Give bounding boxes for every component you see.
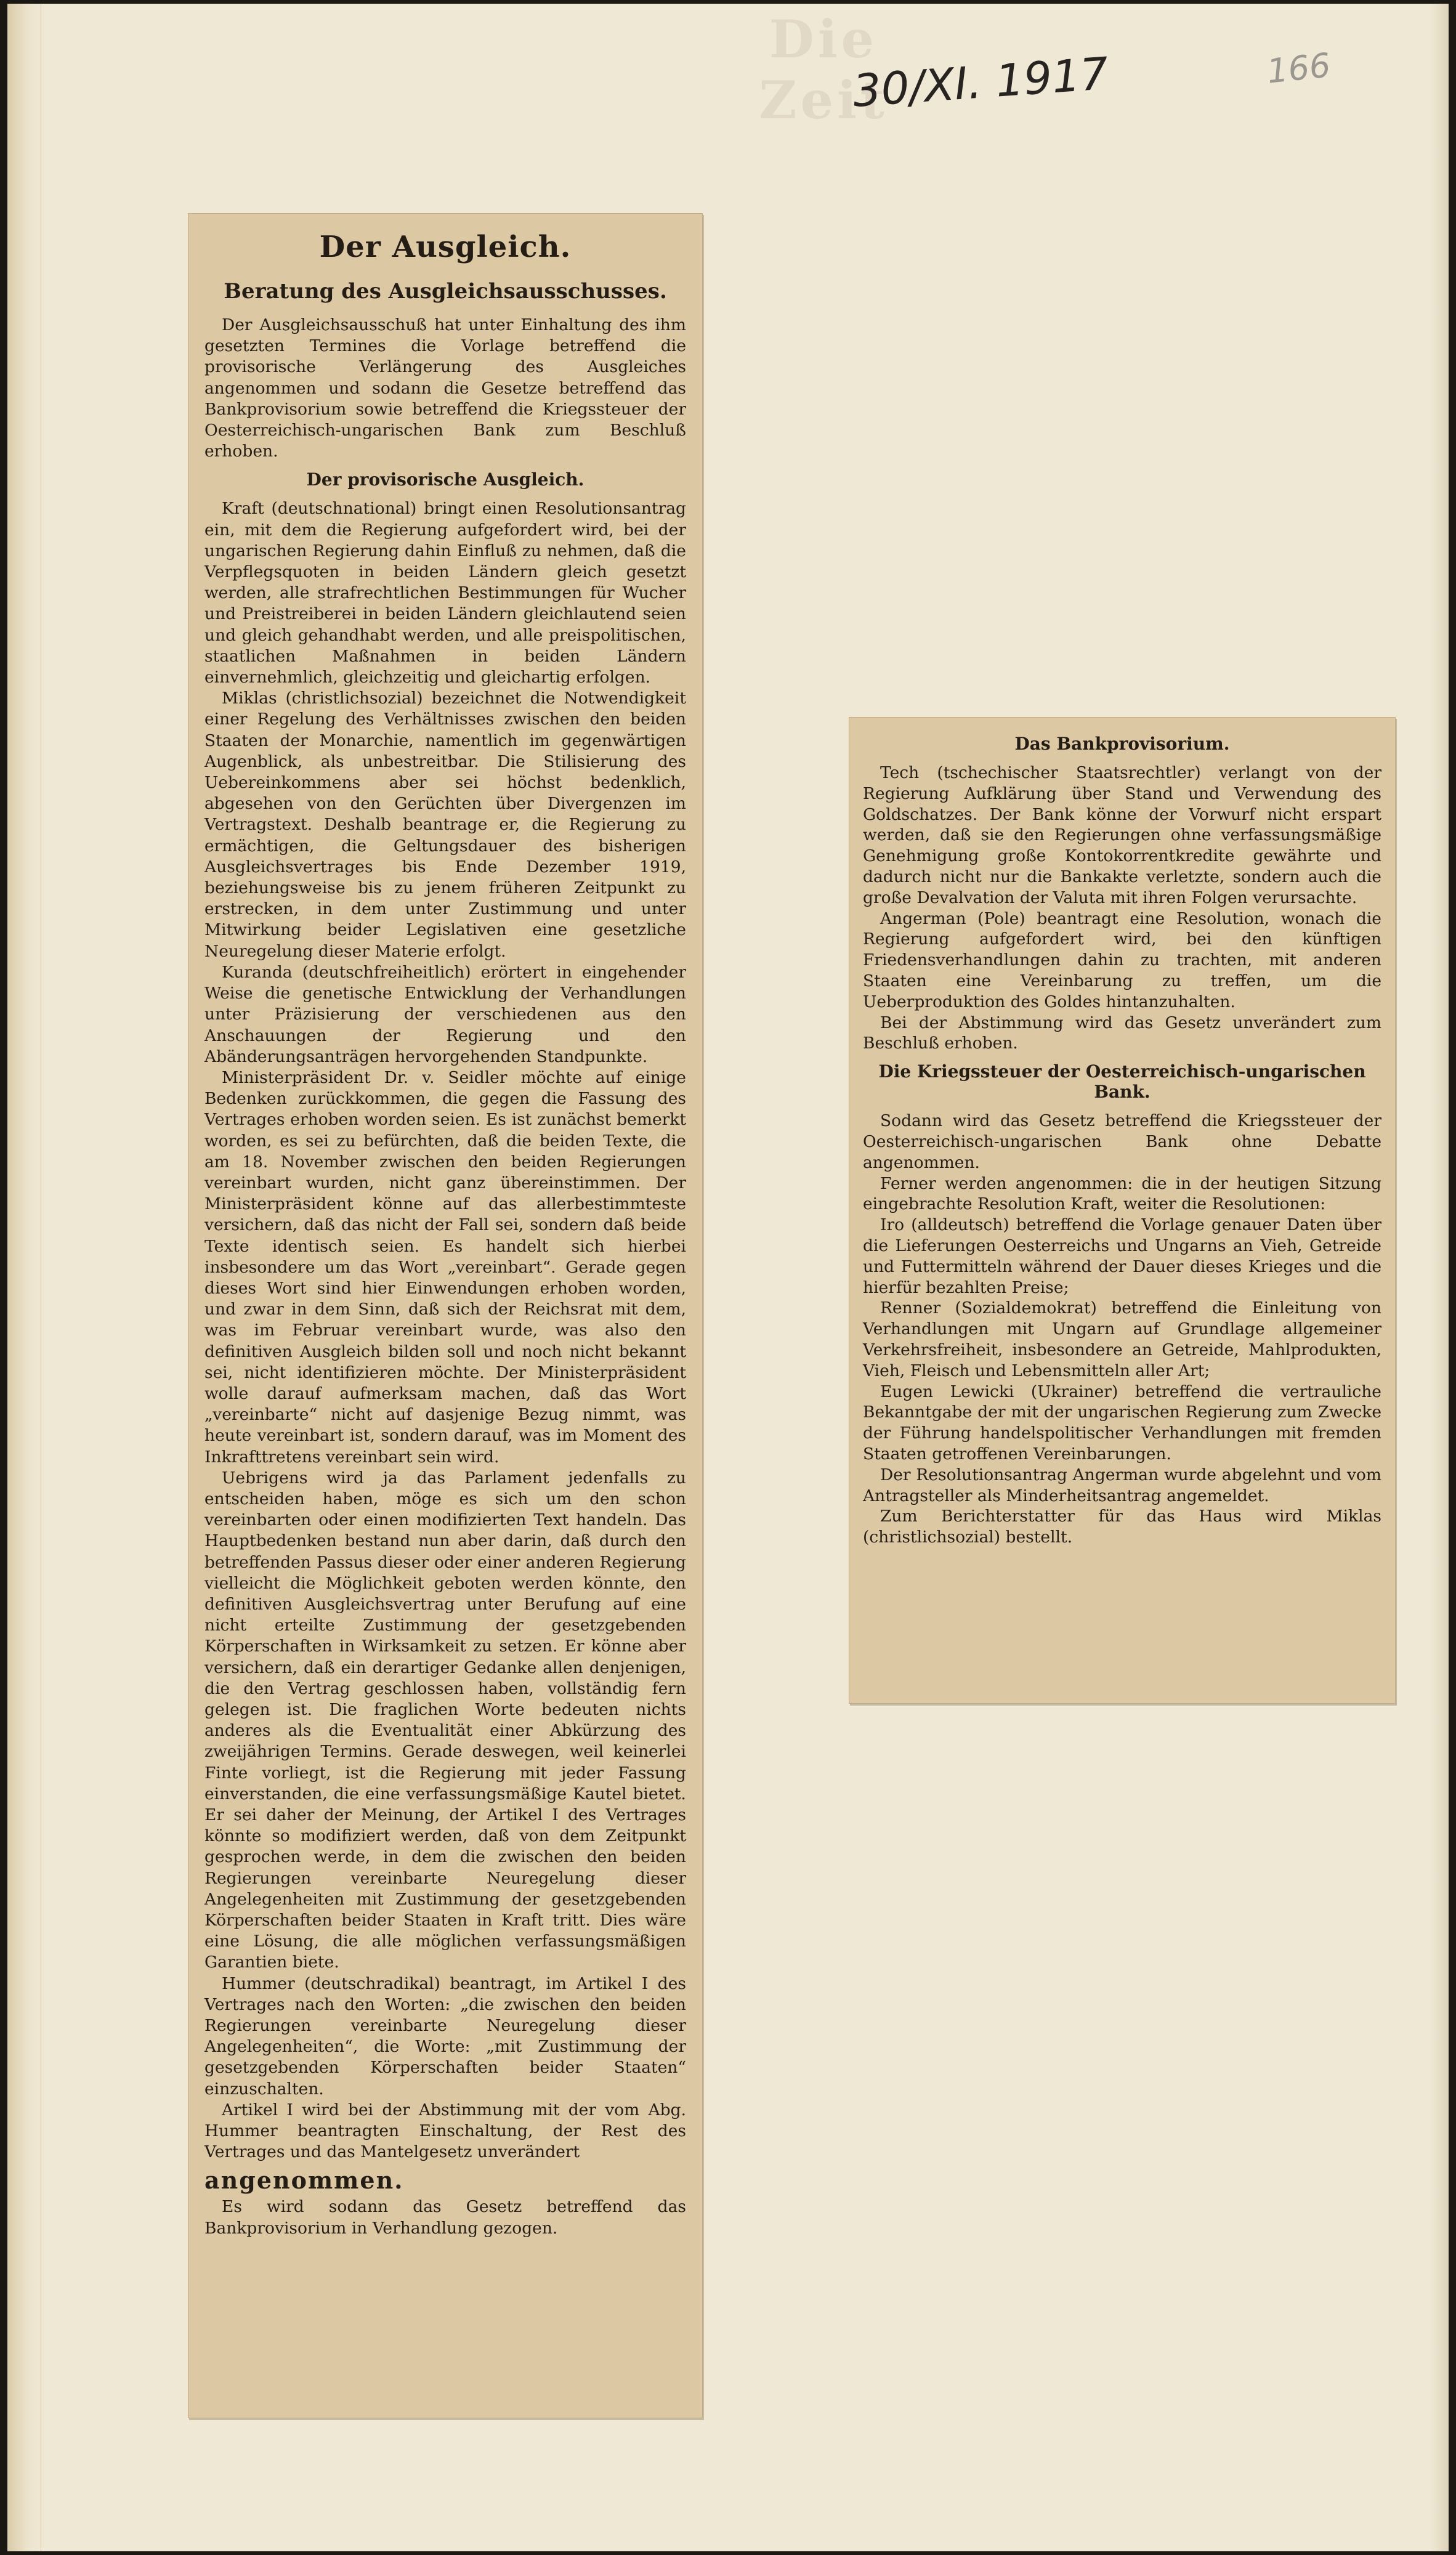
paragraph: Kuranda (deutschfreiheitlich) erörtert in eingehender Weise die genetische Entwicklung der Verhandlungen unter Präzisierung der verschiedenen aus den Anschauungen der Regierung und den Abänderungsanträgen hervorgehenden Standpunkte. — [204, 962, 686, 1066]
accepted-word: angenommen. — [204, 2166, 404, 2195]
section-title-bank: Das Bankprovisorium. — [1014, 734, 1230, 754]
newspaper-name-stamp: Die Zeit — [759, 9, 888, 131]
sheet-fold-edge — [7, 4, 41, 2551]
paragraph: Ministerpräsident Dr. v. Seidler möchte auf einige Bedenken zurückkommen, die gegen die Fassung des Vertrages erhoben worden seien. Es ist zunächst bemerkt worden, es sei zu befürchten, daß die beiden Texte, die am 18. November zwischen den beiden Regierungen vereinbart wurden, nicht ganz übereinstimmen. Der Ministerpräsident könne auf das allerbestimmteste versichern, daß das nicht der Fall sei, sondern daß beide Texte identisch seien. Es handelt sich hierbei insbesondere um das Wort „vereinbart“. Gerade gegen dieses Wort sind hier Einwendungen erhoben worden, und zwar in dem Sinn, daß sich der Reichsrat mit dem, was im Februar vereinbart wurde, was also den definitiven Ausgleich bilden soll und noch nicht bekannt sei, nicht identifizieren möchte. Der Ministerpräsident wolle darauf aufmerksam machen, daß das Wort „vereinbarte“ nicht auf dasjenige Bezug nimmt, was heute vereinbart ist, sondern darauf, was im Moment des Inkrafttretens vereinbart sein wird. — [204, 1067, 686, 1467]
paragraph: Zum Berichterstatter für das Haus wird Miklas (christlichsozial) bestellt. — [863, 1507, 1381, 1547]
paragraph: Eugen Lewicki (Ukrainer) betreffend die vertrauliche Bekanntgabe der mit der ungarischen Regierung zum Zwecke der Führung handelspolitischer Verhandlungen mit fremden Staaten getroffenen Vereinbarungen. — [863, 1382, 1381, 1464]
section-title-war-tax: Die Kriegssteuer der Oesterreichisch-ungarischen Bank. — [878, 1061, 1366, 1103]
paragraph: Tech (tschechischer Staatsrechtler) verlangt von der Regierung Aufklärung über Stand und Verwendung des Goldschatzes. Der Bank könne der Vorwurf nicht erspart werden, daß sie den Regierungen ohne verfassungsmäßige Genehmigung große Kontokorrentkredite gewährte und dadurch nicht nur die Bankakte verletzte, sondern auch die große Devalvation der Valuta mit ihren Folgen verursachte. — [863, 763, 1381, 907]
paragraph: Artikel I wird bei der Abstimmung mit der vom Abg. Hummer beantragten Einschaltung, der Rest des Vertrages und das Mantelgesetz unverändert — [204, 2100, 686, 2162]
paragraph: Renner (Sozialdemokrat) betreffend die Einleitung von Verhandlungen mit Ungarn auf Grundlage allgemeiner Verkehrsfreiheit, insbesondere an Getreide, Mahlprodukten, Vieh, Fleisch und Lebensmitteln aller Art; — [863, 1298, 1381, 1380]
section-title-provisional: Der provisorische Ausgleich. — [306, 469, 584, 490]
clipping-left — [188, 213, 703, 2418]
paragraph: Bei der Abstimmung wird das Gesetz unverändert zum Beschluß erhoben. — [863, 1013, 1381, 1053]
paragraph: Miklas (christlichsozial) bezeichnet die Notwendigkeit einer Regelung des Verhältnisses zwischen den beiden Staaten der Monarchie, namentlich im gegenwärtigen Augenblick, als unbestreitbar. Die Stilisierung des Uebereinkommens aber sei höchst bedenklich, abgesehen von den Gerüchten über Divergenzen im Vertragstext. Deshalb beantrage er, die Regierung zu ermächtigen, die Geltungsdauer des bisherigen Ausgleichsvertrages bis Ende Dezember 1919, beziehungsweise bis zu jenem früheren Zeitpunkt zu erstrecken, in dem unter Zustimmung und unter Mitwirkung beider Legislativen eine gesetzliche Neuregelung dieser Materie erfolgt. — [204, 689, 686, 961]
handwritten-date: 30/XI. 1917 — [851, 47, 1110, 117]
clipping-right — [849, 717, 1396, 1704]
paragraph: Angerman (Pole) beantragt eine Resolution, wonach die Regierung aufgefordert wird, bei den künftigen Friedensverhandlungen dahin zu trachten, mit anderen Staaten eine Vereinbarung zu treffen, um die Ueberproduktion des Goldes hintanzuhalten. — [863, 909, 1381, 1011]
paragraph: Sodann wird das Gesetz betreffend die Kriegssteuer der Oesterreichisch-ungarischen Bank ohne Debatte angenommen. — [863, 1111, 1381, 1172]
paragraph: Iro (alldeutsch) betreffend die Vorlage genauer Daten über die Lieferungen Oesterreichs und Ungarns an Vieh, Getreide und Futtermitteln während der Dauer dieses Krieges und die hierfür bezahlten Preise; — [863, 1215, 1381, 1297]
paragraph-closing: Es wird sodann das Gesetz betreffend das Bankprovisorium in Verhandlung gezogen. — [204, 2197, 686, 2238]
page-number: 166 — [1265, 46, 1333, 91]
paragraph: Kraft (deutschnational) bringt einen Resolutionsantrag ein, mit dem die Regierung aufgefordert wird, bei der ungarischen Regierung dahin Einfluß zu nehmen, daß die Verpflegsquoten in beiden Ländern gleich gesetzt werden, alle strafrechtlichen Bestimmungen für Wucher und Preistreiberei in beiden Ländern gleichlautend seien und gleich gehandhabt werden, und alle preispolitischen, staatlichen Maßnahmen in beiden Ländern einvernehmlich, gleichzeitig und gleichartig erfolgen. — [204, 499, 686, 687]
paragraph: Der Resolutionsantrag Angerman wurde abgelehnt und vom Antragsteller als Minderheitsantrag angemeldet. — [863, 1465, 1381, 1505]
article-title: Der Ausgleich. — [319, 230, 572, 264]
paragraph: Uebrigens wird ja das Parlament jedenfalls zu entscheiden haben, möge es sich um den schon vereinbarten oder einen modifizierten Text handeln. Das Hauptbedenken bestand nun aber darin, daß durch den betreffenden Passus dieser oder einer anderen Regierung vielleicht die Möglichkeit geboten werden könnte, den definitiven Ausgleichsvertrag unter Berufung auf eine nicht erteilte Zustimmung der gesetzgebenden Körperschaften in Wirksamkeit zu setzen. Er könne aber versichern, daß ein derartiger Gedanke allen denjenigen, die den Vertrag geschlossen haben, vollständig fern gelegen ist. Die fraglichen Worte bedeuten nichts anderes als die Eventualität einer Abkürzung des zweijährigen Termins. Gerade deswegen, weil keinerlei Finte vorliegt, ist die Regierung mit jeder Fassung einverstanden, die eine verfassungsmäßige Kautel bietet. Er sei daher der Meinung, der Artikel I des Vertrages könnte so modifiziert werden, daß von dem Zeitpunkt gesprochen werde, in dem die zwischen den beiden Regierungen vereinbarte Neuregelung dieser Angelegenheiten mit Zustimmung der gesetzgebenden Körperschaften beider Staaten in Kraft tritt. Dies wäre eine Lösung, die alle möglichen verfassungsmäßigen Garantien biete. — [204, 1468, 686, 1972]
article-intro: Der Ausgleichsausschuß hat unter Einhaltung des ihm gesetzten Termines die Vorlage betreffend die provisorische Verlängerung des Ausgleiches angenommen und sodann die Gesetze betreffend das Bankprovisorium sowie betreffend die Kriegssteuer der Oesterreichisch-ungarischen Bank zum Beschluß erhoben. — [204, 315, 686, 461]
article-subtitle: Beratung des Ausgleichsausschusses. — [224, 279, 667, 304]
paragraph: Hummer (deutschradikal) beantragt, im Artikel I des Vertrages nach den Worten: „die zwischen den beiden Regierungen vereinbarte Neuregelung dieser Angelegenheiten“, die Worte: „mit Zustimmung der gesetzgebenden Körperschaften beider Staaten“ einzuschalten. — [204, 1974, 686, 2099]
paragraph: Ferner werden angenommen: die in der heutigen Sitzung eingebrachte Resolution Kraft, weiter die Resolutionen: — [863, 1173, 1381, 1214]
archive-sheet — [7, 4, 1449, 2551]
